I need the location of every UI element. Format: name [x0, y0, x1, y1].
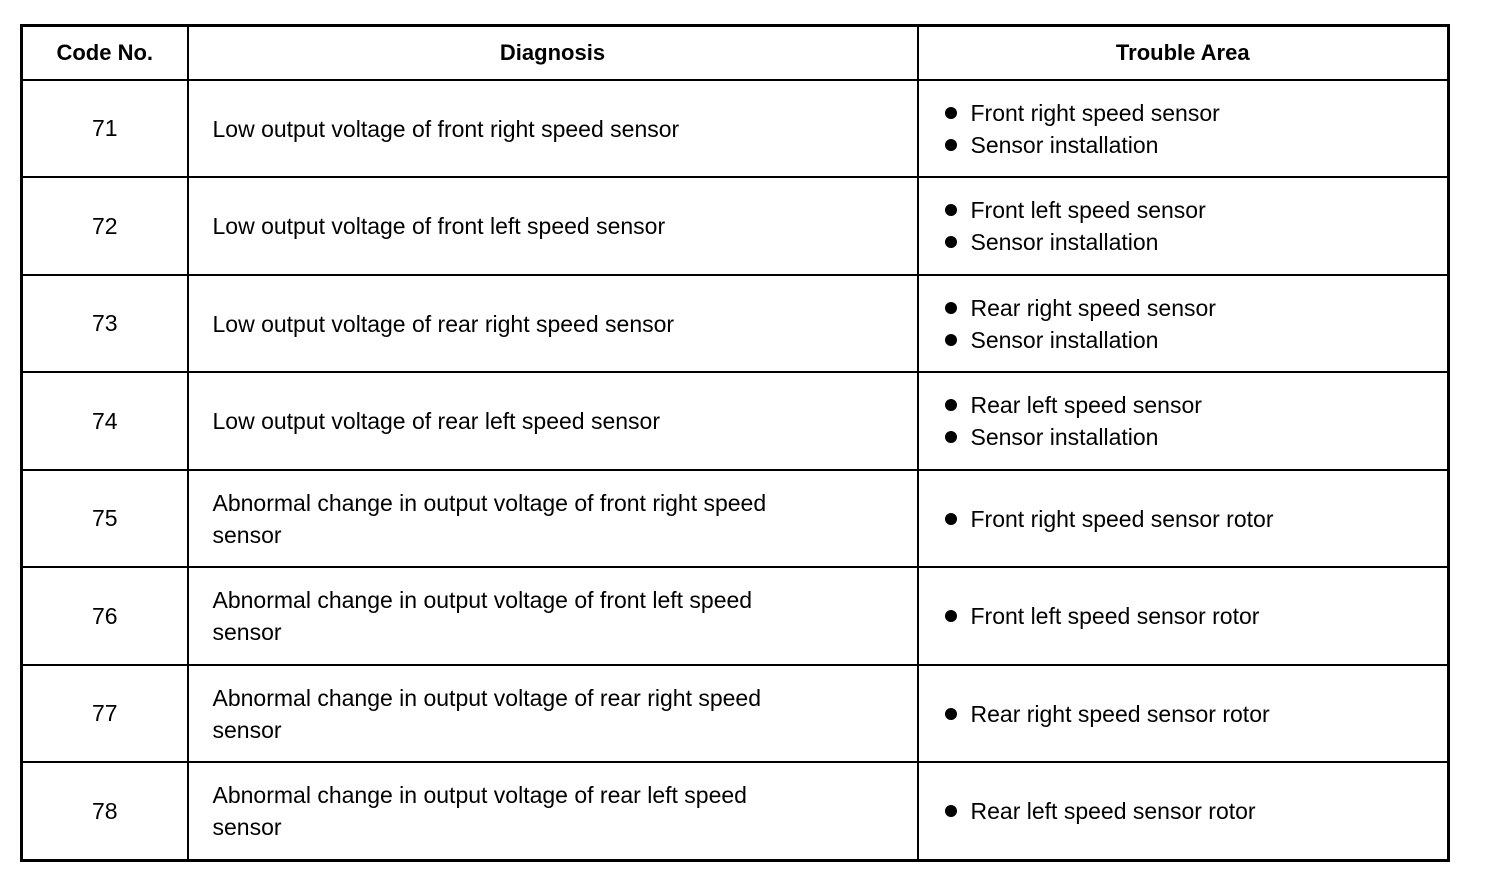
- trouble-area-item: [945, 389, 1448, 421]
- table-row: [22, 275, 1449, 372]
- trouble-area-item: [945, 503, 1448, 535]
- trouble-area-cell: [918, 80, 1449, 177]
- code-cell: 75: [22, 470, 188, 567]
- bullet-icon: [945, 334, 957, 346]
- trouble-area-item: [945, 129, 1448, 161]
- trouble-area-cell: [918, 275, 1449, 372]
- trouble-area-item: [945, 795, 1448, 827]
- bullet-icon: [945, 805, 957, 817]
- bullet-icon: [945, 236, 957, 248]
- bullet-icon: [945, 399, 957, 411]
- header-row: [22, 26, 1449, 81]
- trouble-area-list: [945, 503, 1448, 535]
- diagnostic-code-table: [20, 24, 1450, 862]
- table-row: [22, 665, 1449, 762]
- bullet-icon: [945, 431, 957, 443]
- trouble-area-list: [945, 389, 1448, 453]
- code-cell: 77: [22, 665, 188, 762]
- trouble-area-text: Rear right speed sensor: [970, 294, 1216, 321]
- trouble-area-item: [945, 194, 1448, 226]
- header-code-no: Code No.: [22, 26, 188, 81]
- table-body: [22, 80, 1449, 861]
- diagnosis-cell: Low output voltage of rear left speed sensor: [188, 372, 918, 469]
- trouble-area-item: [945, 698, 1448, 730]
- trouble-area-text: Front left speed sensor: [970, 197, 1206, 224]
- trouble-area-cell: [918, 372, 1449, 469]
- trouble-area-list: [945, 194, 1448, 258]
- trouble-area-list: [945, 292, 1448, 356]
- trouble-area-cell: [918, 177, 1449, 274]
- code-cell: 74: [22, 372, 188, 469]
- trouble-area-cell: [918, 665, 1449, 762]
- trouble-area-item: [945, 324, 1448, 356]
- diagnosis-cell: Low output voltage of rear right speed sensor: [188, 275, 918, 372]
- header-diagnosis: Diagnosis: [188, 26, 918, 81]
- diagnosis-cell: Abnormal change in output voltage of front right speed sensor: [188, 470, 918, 567]
- trouble-area-text: Sensor installation: [970, 131, 1159, 158]
- diagnosis-cell: Abnormal change in output voltage of rear left speed sensor: [188, 762, 918, 860]
- table-row: [22, 567, 1449, 664]
- trouble-area-text: Rear right speed sensor rotor: [970, 700, 1270, 727]
- bullet-icon: [945, 107, 957, 119]
- trouble-area-text: Front left speed sensor rotor: [970, 603, 1260, 630]
- trouble-area-text: Rear left speed sensor: [970, 392, 1202, 419]
- trouble-area-list: [945, 97, 1448, 161]
- trouble-area-text: Front right speed sensor rotor: [970, 505, 1274, 532]
- diagnosis-cell: Low output voltage of front left speed sensor: [188, 177, 918, 274]
- trouble-area-text: Sensor installation: [970, 326, 1159, 353]
- trouble-area-list: [945, 795, 1448, 827]
- code-cell: 71: [22, 80, 188, 177]
- trouble-area-cell: [918, 762, 1449, 860]
- table-row: [22, 177, 1449, 274]
- code-cell: 78: [22, 762, 188, 860]
- trouble-area-list: [945, 600, 1448, 632]
- trouble-area-cell: [918, 470, 1449, 567]
- code-cell: 73: [22, 275, 188, 372]
- code-cell: 72: [22, 177, 188, 274]
- bullet-icon: [945, 610, 957, 622]
- trouble-area-text: Rear left speed sensor rotor: [970, 798, 1256, 825]
- table-row: [22, 80, 1449, 177]
- trouble-area-text: Sensor installation: [970, 229, 1159, 256]
- trouble-area-item: [945, 600, 1448, 632]
- diagnosis-cell: Abnormal change in output voltage of rear right speed sensor: [188, 665, 918, 762]
- code-cell: 76: [22, 567, 188, 664]
- diagnosis-cell: Abnormal change in output voltage of front left speed sensor: [188, 567, 918, 664]
- diagnosis-cell: Low output voltage of front right speed sensor: [188, 80, 918, 177]
- trouble-area-item: [945, 292, 1448, 324]
- trouble-area-item: [945, 421, 1448, 453]
- bullet-icon: [945, 204, 957, 216]
- trouble-area-item: [945, 97, 1448, 129]
- trouble-area-item: [945, 226, 1448, 258]
- bullet-icon: [945, 302, 957, 314]
- bullet-icon: [945, 139, 957, 151]
- bullet-icon: [945, 708, 957, 720]
- header-trouble-area: Trouble Area: [918, 26, 1449, 81]
- table-row: [22, 762, 1449, 860]
- trouble-area-text: Sensor installation: [970, 424, 1159, 451]
- bullet-icon: [945, 513, 957, 525]
- table-row: [22, 470, 1449, 567]
- trouble-area-cell: [918, 567, 1449, 664]
- trouble-area-list: [945, 698, 1448, 730]
- trouble-area-text: Front right speed sensor: [970, 99, 1220, 126]
- table-row: [22, 372, 1449, 469]
